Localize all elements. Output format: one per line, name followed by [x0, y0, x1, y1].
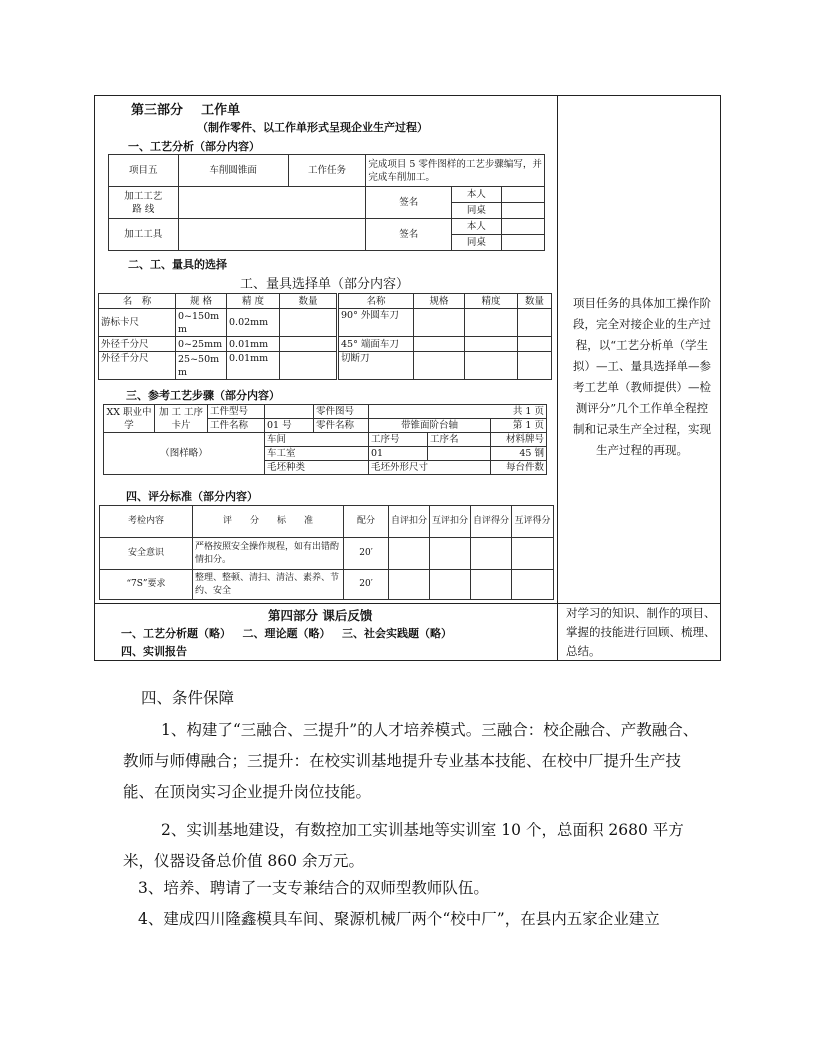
part3-note: 项目任务的具体加工操作阶段，完全对接企业的生产过程，以“工艺分析单（学生拟）—工、量具选择单—参考工艺单（教师提供）—检测评分”几个工作单全程控制和记录生产全过程，实现生产过程的再现。	[573, 296, 711, 457]
route-label: 加工工艺 路 线	[109, 187, 179, 219]
score-criteria: 严格按照安全操作规程，如有出错酌情扣分。	[193, 538, 344, 570]
tool-cell[interactable]	[518, 337, 552, 352]
tool-cell[interactable]	[465, 309, 518, 337]
score-header-criteria: 评 分 标 准	[193, 506, 344, 538]
part-type-label: 工件型号	[208, 405, 265, 419]
part-name-value: 01 号	[265, 419, 314, 433]
score-header-peer-deduct: 互评扣分	[430, 506, 471, 538]
tool-cell[interactable]	[280, 337, 338, 352]
tool-cell: 外径千分尺	[99, 337, 176, 352]
score-criteria: 整理、整顿、清扫、清洁、素养、节约、安全	[193, 570, 344, 600]
score-points: 20′	[344, 538, 389, 570]
paragraph-1: 1、构建了“三融合、三提升”的人才培养模式。三融合：校企融合、产教融合、教师与师傅融合；三提升：在校实训基地提升专业基本技能、在校中厂提升生产技能、在顶岗实习企业提升岗位技能。	[123, 721, 699, 801]
project-label: 项目五	[109, 155, 179, 187]
total-pages: 共 1 页	[369, 405, 547, 419]
tool-cell[interactable]	[280, 309, 338, 337]
tools-sign-label: 签名	[366, 219, 452, 251]
score-item: “7S”要求	[100, 570, 193, 600]
tools-self-label: 本人	[452, 219, 501, 235]
tool-header-qty2: 数量	[518, 294, 552, 309]
drawing-omitted: （图样略）	[104, 433, 265, 475]
material-label: 材料牌号	[491, 433, 547, 447]
tool-selection-table	[98, 293, 552, 380]
tool-header-spec2: 规格	[414, 294, 465, 309]
tool-cell[interactable]	[280, 352, 338, 380]
part3-subtitle: （制作零件、以工作单形式呈现企业生产过程）	[197, 121, 428, 134]
tool-cell: 90° 外圆车刀	[338, 309, 414, 337]
tool-header-precision2: 精度	[465, 294, 518, 309]
tool-cell: 25~50mm	[176, 352, 227, 380]
tool-cell: 0~150mm	[176, 309, 227, 337]
component-label: 零件名称	[314, 419, 369, 433]
part-drawing-label: 零件图号	[314, 405, 369, 419]
section-process-steps: 三、参考工艺步骤（部分内容）	[126, 389, 280, 402]
workshop-value: 车工室	[265, 447, 369, 461]
tools-mate-label: 同桌	[452, 235, 501, 251]
paragraph-4: 4、建成四川隆鑫模具车间、聚源机械厂两个“校中厂”，在县内五家企业建立	[138, 910, 660, 928]
section-craft-analysis: 一、工艺分析（部分内容）	[128, 140, 260, 153]
score-input[interactable]	[389, 538, 430, 570]
part3-title: 第三部分 工作单	[131, 103, 241, 118]
tool-cell[interactable]	[414, 337, 465, 352]
score-input[interactable]	[471, 570, 512, 600]
task-label: 工作任务	[288, 155, 366, 187]
tool-cell: 切断刀	[338, 352, 414, 380]
section-heading: 四、条件保障	[141, 689, 235, 707]
tool-cell[interactable]	[465, 337, 518, 352]
score-input[interactable]	[430, 538, 471, 570]
part4-note: 对学习的知识、制作的项目、掌握的技能进行回顾、梳理、总结。	[566, 606, 716, 658]
tool-cell[interactable]	[518, 352, 552, 380]
tool-cell: 游标卡尺	[99, 309, 176, 337]
score-header-points: 配分	[344, 506, 389, 538]
per-unit-label: 每台件数	[491, 461, 547, 475]
card-name: 加 工 工序卡片	[155, 405, 208, 433]
route-mate-sign[interactable]	[501, 203, 544, 219]
tools-value[interactable]	[178, 219, 366, 251]
score-header-self-deduct: 自评扣分	[389, 506, 430, 538]
score-item: 安全意识	[100, 538, 193, 570]
tool-header-name: 名 称	[99, 294, 176, 309]
score-input[interactable]	[471, 538, 512, 570]
section-scoring: 四、评分标准（部分内容）	[126, 490, 258, 503]
project-name: 车削圆锥面	[178, 155, 288, 187]
score-input[interactable]	[512, 570, 554, 600]
score-input[interactable]	[389, 570, 430, 600]
page-no: 第 1 页	[491, 419, 547, 433]
tool-header-qty: 数量	[280, 294, 338, 309]
tool-header-precision: 精 度	[227, 294, 280, 309]
tools-self-sign[interactable]	[501, 219, 544, 235]
paragraph-2: 2、实训基地建设，有数控加工实训基地等实训室 10 个，总面积 2680 平方米，仪器设备总价值 860 余万元。	[123, 821, 684, 870]
process-card-table	[103, 404, 547, 475]
tools-label: 加工工具	[109, 219, 179, 251]
score-input[interactable]	[512, 538, 554, 570]
route-self-sign[interactable]	[501, 187, 544, 203]
tool-cell: 0.01mm	[227, 352, 280, 380]
school-name: XX 职业中学	[104, 405, 155, 433]
tool-cell[interactable]	[518, 309, 552, 337]
craft-analysis-table	[108, 154, 545, 251]
section-tools: 二、工、量具的选择	[128, 258, 227, 271]
score-points: 20′	[344, 570, 389, 600]
tool-header-spec: 规 格	[176, 294, 227, 309]
part4-line2: 四、实训报告	[121, 645, 187, 658]
scoring-table	[99, 505, 554, 600]
process-name-label: 工序名	[428, 433, 491, 447]
task-desc: 完成项目 5 零件图样的工艺步骤编写，并完成车削加工。	[366, 155, 545, 187]
score-header-item: 考检内容	[100, 506, 193, 538]
tools-mate-sign[interactable]	[501, 235, 544, 251]
score-input[interactable]	[430, 570, 471, 600]
process-no-label: 工序号	[369, 433, 428, 447]
route-mate-label: 同桌	[452, 203, 501, 219]
component-value: 带锥面阶台轴	[369, 419, 491, 433]
process-no-value: 01	[369, 447, 428, 461]
route-sign-label: 签名	[366, 187, 452, 219]
score-header-peer-score: 互评得分	[512, 506, 554, 538]
workshop-label: 车间	[265, 433, 369, 447]
tool-cell: 外径千分尺	[99, 352, 176, 380]
tool-table-title: 工、量具选择单（部分内容）	[240, 277, 410, 292]
part-type-value[interactable]	[265, 405, 314, 419]
paragraph-3: 3、培养、聘请了一支专兼结合的双师型教师队伍。	[138, 879, 489, 897]
column-divider	[557, 95, 558, 661]
tool-cell: 0~25mm	[176, 337, 227, 352]
tool-cell: 0.01mm	[227, 337, 280, 352]
part4-title: 第四部分 课后反馈	[268, 608, 373, 623]
tool-header-name2: 名称	[338, 294, 414, 309]
tool-cell[interactable]	[414, 352, 465, 380]
blank-type-label: 毛坯种类	[265, 461, 369, 475]
route-self-label: 本人	[452, 187, 501, 203]
score-header-self-score: 自评得分	[471, 506, 512, 538]
process-name-value[interactable]	[428, 447, 491, 461]
tool-cell: 45° 端面车刀	[338, 337, 414, 352]
route-value[interactable]	[178, 187, 366, 219]
blank-size-label: 毛坯外形尺寸	[369, 461, 491, 475]
part4-line1: 一、工艺分析题（略） 二、理论题（略） 三、社会实践题（略）	[121, 627, 452, 640]
tool-cell: 0.02mm	[227, 309, 280, 337]
tool-cell[interactable]	[414, 309, 465, 337]
material-value: 45 钢	[491, 447, 547, 461]
tool-cell[interactable]	[465, 352, 518, 380]
part-name-label: 工件名称	[208, 419, 265, 433]
